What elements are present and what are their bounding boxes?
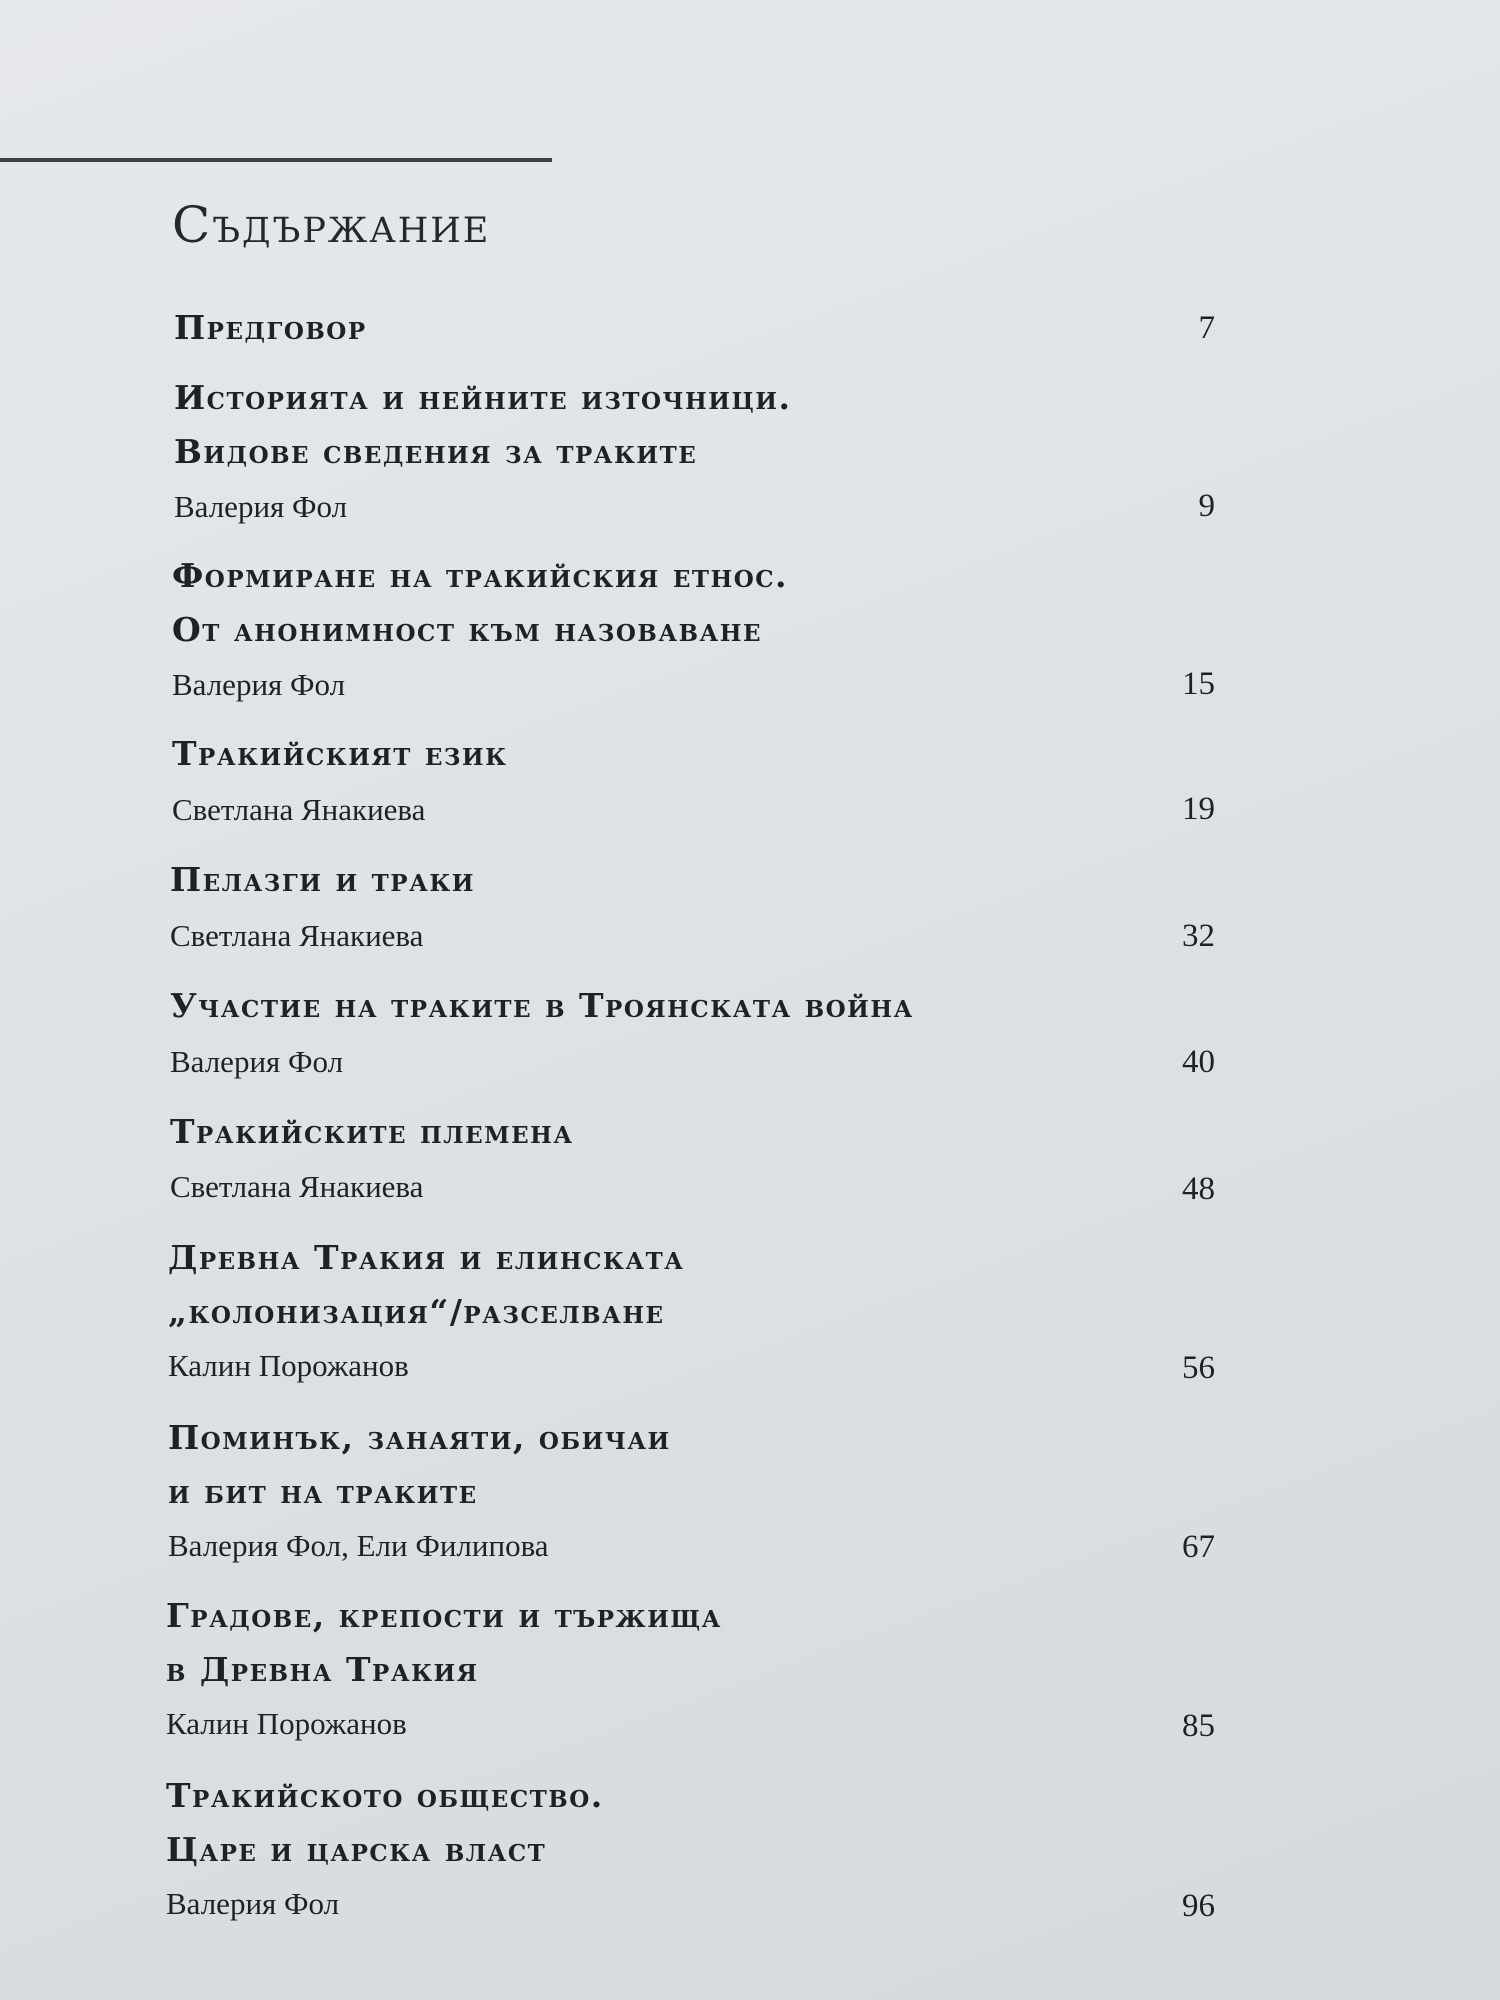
toc-entry-page: 85 <box>1182 1708 1215 1744</box>
toc-entry-author: Валерия Фол <box>174 489 348 524</box>
toc-entry-title: Царе и царска власт <box>166 1830 547 1869</box>
toc-entry-page: 32 <box>1182 918 1215 954</box>
toc-entry-title: От анонимност към назоваване <box>172 610 763 649</box>
toc-entry-title: в Древна Тракия <box>166 1650 479 1689</box>
toc-entry-author: Валерия Фол <box>170 1044 344 1079</box>
toc-entry-title: Предговор <box>174 308 367 347</box>
toc-entry-title: Видове сведения за траките <box>174 432 698 471</box>
toc-entry-page: 48 <box>1182 1171 1215 1207</box>
page-title: Съдържание <box>172 196 491 254</box>
toc-entry-title: Участие на траките в Троянската война <box>170 986 914 1025</box>
toc-entry-title: Тракийският език <box>172 734 508 773</box>
toc-entry-title: Тракийското общество. <box>166 1776 604 1815</box>
toc-entry-title: и бит на траките <box>168 1472 478 1511</box>
toc-entry-author: Светлана Янакиева <box>170 918 424 953</box>
toc-entry-author: Калин Порожанов <box>168 1348 409 1383</box>
toc-entry-page: 19 <box>1182 791 1215 827</box>
toc-entry-page: 9 <box>1198 488 1215 524</box>
toc-entry-title: Тракийските племена <box>170 1112 574 1151</box>
toc-entry-page: 7 <box>1198 310 1215 346</box>
toc-entry-page: 67 <box>1182 1529 1215 1565</box>
toc-entry-author: Светлана Янакиева <box>170 1169 424 1204</box>
toc-entry-title: Поминък, занаяти, обичаи <box>168 1418 671 1457</box>
toc-entry-page: 40 <box>1182 1044 1215 1080</box>
toc-entry-author: Валерия Фол, Ели Филипова <box>168 1528 549 1563</box>
toc-entry-title: Древна Тракия и елинската <box>168 1238 685 1277</box>
toc-entry-page: 96 <box>1182 1888 1215 1924</box>
toc-entry-title: Пелазги и траки <box>170 860 475 899</box>
toc-entry-title: Градове, крепости и тържища <box>166 1596 722 1635</box>
toc-entry-author: Валерия Фол <box>166 1886 340 1921</box>
toc-entry-author: Валерия Фол <box>172 667 346 702</box>
toc-entry-title: Формиране на тракийския етнос. <box>172 556 789 595</box>
toc-entry-author: Калин Порожанов <box>166 1706 407 1741</box>
toc-entry-title: Историята и нейните източници. <box>174 378 792 417</box>
header-rule <box>0 158 552 162</box>
toc-entry-author: Светлана Янакиева <box>172 792 426 827</box>
toc-entry-page: 56 <box>1182 1350 1215 1386</box>
toc-entry-title: „колонизация“/разселване <box>168 1292 665 1331</box>
toc-entry-page: 15 <box>1182 666 1215 702</box>
